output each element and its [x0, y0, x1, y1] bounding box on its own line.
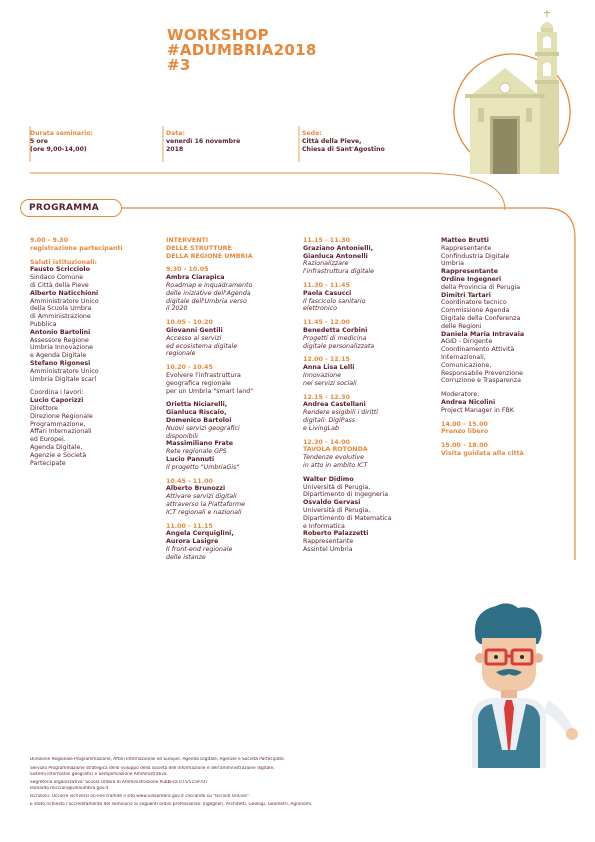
- program-line: Ordine Ingegneri: [441, 275, 502, 283]
- program-line: registrazione partecipanti: [30, 244, 123, 252]
- program-line: Razionalizzare: [303, 260, 349, 268]
- program-line: per un Umbria "smart land": [166, 387, 254, 395]
- program-line: 10.05 - 10.20: [166, 319, 213, 327]
- program-line: Ambra Ciarapica: [166, 274, 225, 282]
- program-line: Affari Internazionali: [30, 428, 92, 436]
- program-line: Rendere esigibili i diritti: [303, 409, 378, 417]
- program-line: Roberto Palazzetti: [303, 530, 369, 538]
- program-line: della Provincia di Perugia: [441, 283, 521, 291]
- program-line: 11.15 - 11.30: [303, 237, 350, 244]
- man-illustration: [458, 600, 583, 770]
- program-line: Assessore Regione: [30, 336, 89, 344]
- program-column-1: [30, 237, 160, 467]
- program-line: DELLE STRUTTURE: [166, 244, 232, 252]
- program-line: l'infrastruttura digitale: [303, 268, 375, 276]
- data-line-1: venerdì 16 novembre: [166, 138, 241, 145]
- program-column-3: [303, 237, 435, 554]
- program-line: Paola Casucci: [303, 289, 352, 297]
- program-line: Umbria Innovazione: [30, 344, 93, 352]
- footer-line: Sistemi informativi geografici e Semplificazione Amministrativa.: [30, 771, 168, 777]
- durata-line-2: (ore 9,00-14,00): [30, 145, 87, 153]
- sede-label: Sede:: [302, 130, 322, 137]
- program-line: Osvaldo Gervasi: [303, 499, 361, 507]
- program-line: Partecipate: [30, 459, 66, 467]
- program-line: Andrea Nicolini: [441, 398, 496, 406]
- program-line: Innovazione: [303, 371, 342, 379]
- program-line: Saluti istituzionali:: [30, 258, 98, 266]
- program-line: 14.00 - 15.00: [441, 420, 488, 428]
- program-line: Università di Perugia,: [303, 506, 371, 514]
- program-line: Dipartimento di Ingegneria: [303, 491, 389, 499]
- program-line: Gianluca Antonelli: [303, 252, 368, 260]
- program-line: Gianluca Riscaio,: [166, 409, 227, 417]
- program-line: elettronico: [303, 305, 337, 313]
- program-line: ed Europei.: [30, 436, 66, 444]
- program-line: Commissione Agenda: [441, 307, 510, 315]
- info-durata: [30, 130, 160, 153]
- program-line: Università di Perugia,: [303, 483, 371, 491]
- programma-heading: PROGRAMMA: [29, 203, 100, 213]
- program-line: Visita guidata alla città: [441, 449, 524, 457]
- program-line: Rete regionale GPS: [166, 448, 227, 456]
- program-line: delle iniziative dell'Agenda: [166, 289, 251, 297]
- program-line: Fausto Scricciolo: [30, 266, 90, 274]
- program-line: Programmazione,: [30, 420, 86, 428]
- program-line: Direzione Regionale: [30, 412, 93, 420]
- program-line: Direttore: [30, 404, 59, 412]
- program-line: delle istanze: [166, 553, 206, 561]
- program-line: Matteo Brutti: [441, 237, 489, 244]
- program-line: Sindaco Comune: [30, 274, 84, 282]
- program-line: Il fascicolo sanitario: [303, 297, 366, 305]
- program-line: Dipartimento di Matematica: [303, 514, 392, 522]
- program-line: Lucio Caporizzi: [30, 397, 84, 405]
- program-line: Digitale della Conferenza: [441, 314, 521, 322]
- footer-line: Iscrizioni: Occorre iscriversi on-line tramite il sito www.villaumbra.gov.it cliccando su "Iscriviti OnLine".: [30, 794, 251, 800]
- program-line: Massimiliano Frate: [166, 440, 233, 448]
- program-line: Coordinatore tecnico: [441, 299, 507, 307]
- program-line: 12.15 - 12.30: [303, 393, 350, 401]
- program-line: Aurora Lasigre: [166, 538, 219, 546]
- program-line: 9.00 - 9.30: [30, 237, 69, 244]
- program-line: Walter Didimo: [303, 475, 354, 483]
- title-line-3: #3: [167, 56, 191, 74]
- program-line: TAVOLA ROTONDA: [303, 446, 368, 454]
- program-line: 11.45 - 12.00: [303, 319, 350, 327]
- program-line: 10.20 - 10.45: [166, 364, 213, 372]
- program-line: Corruzione e Trasparenza: [441, 377, 521, 385]
- church-illustration: [445, 8, 580, 178]
- program-line: e Agenda Digitale: [30, 352, 87, 360]
- program-line: Attivare servizi digitali: [166, 493, 237, 501]
- program-line: Responsabile Prevenzione: [441, 369, 523, 377]
- program-line: di Città della Pieve: [30, 281, 89, 289]
- program-line: Anna Lisa Lelli: [303, 364, 355, 372]
- info-sede: [302, 130, 432, 153]
- program-line: Project Manager in FBK: [441, 406, 514, 414]
- program-line: Pubblica: [30, 320, 57, 328]
- footer-line: È stato richiesto l'accreditamento del seminario ai seguenti ordini professionali: Ingegneri, Architetti, Geologi, Geometri, Agronomi.: [30, 802, 313, 808]
- program-line: Amministratore Unico: [30, 297, 99, 305]
- program-line: Roadmap e inquadramento: [166, 281, 253, 289]
- program-line: 12.00 - 12.15: [303, 356, 350, 364]
- program-line: Evolvere l'infrastruttura: [166, 371, 241, 379]
- program-column-4: [441, 237, 573, 458]
- program-line: Benedetta Corbini: [303, 326, 368, 334]
- program-line: digitale personalizzata: [303, 342, 375, 350]
- program-line: Nuovi servizi geografici: [166, 424, 240, 432]
- program-line: Angela Cerquiglini,: [166, 530, 234, 538]
- program-line: 12.30 - 14.00: [303, 438, 350, 446]
- program-line: Dimitri Tartari: [441, 291, 491, 299]
- program-line: Daniela Maria Intravaia: [441, 330, 525, 338]
- footer-line: Servizio Programmazione strategica dello sviluppo della società dell'informazione e dell'amministrazione digitale,: [30, 766, 275, 772]
- program-line: Coordinamento Attività: [441, 346, 515, 354]
- program-line: Comunicazione,: [441, 361, 492, 369]
- program-line: Giovanni Gentili: [166, 326, 223, 334]
- program-line: AGID - Dirigente: [441, 338, 493, 346]
- title-line-2: #ADUMBRIA2018: [167, 41, 317, 59]
- program-line: 15.00 - 18.00: [441, 442, 488, 450]
- program-line: della Scuola Umbra: [30, 305, 92, 313]
- program-line: nei servizi sociali: [303, 379, 357, 387]
- program-line: Umbria: [441, 260, 464, 268]
- program-line: 9.30 - 10.05: [166, 266, 209, 274]
- program-line: digitale dell'Umbria verso: [166, 297, 247, 305]
- footer-line: Direzione Regionale Programmazione, Affari Internazionali ed Europei. Agenda Digitale, Agenzie e Società Partecipate.: [30, 757, 286, 762]
- program-line: DELLA REGIONE UMBRIA: [166, 252, 253, 260]
- program-line: Umbria Digitale scarl: [30, 375, 97, 383]
- title-line-1: WORKSHOP: [167, 26, 269, 44]
- program-line: Pranzo libero: [441, 428, 489, 436]
- program-line: delle Regioni: [441, 322, 482, 330]
- program-line: il 2020: [166, 305, 188, 313]
- durata-label: Durata seminario:: [30, 130, 93, 137]
- program-line: Agenzie e Società: [30, 451, 87, 459]
- data-label: Data:: [166, 130, 185, 137]
- program-line: e Informatica: [303, 522, 345, 530]
- program-line: Internazionali,: [441, 353, 486, 361]
- program-line: Accesso ai servizi: [166, 334, 222, 342]
- program-column-2: [166, 237, 298, 561]
- program-line: di Amministrazione: [30, 313, 91, 321]
- program-line: Stefano Rigonesi: [30, 359, 91, 367]
- sede-line-2: Chiesa di Sant'Agostino: [302, 145, 385, 153]
- sede-line-1: Città della Pieve,: [302, 138, 362, 145]
- program-line: Alberto Naticchioni: [30, 289, 99, 297]
- program-line: digitali: DigiPass: [303, 416, 356, 424]
- program-line: Antonio Bartolini: [30, 328, 91, 336]
- durata-line-1: 5 ore: [30, 138, 48, 145]
- program-line: 10.45 - 11.00: [166, 477, 213, 485]
- program-line: ed ecosistema digitale: [166, 342, 238, 350]
- program-line: Rappresentante: [441, 268, 499, 276]
- program-line: Lucio Pannuti: [166, 455, 215, 463]
- program-line: Rappresentante: [441, 244, 492, 252]
- program-line: Orietta Niciarelli,: [166, 401, 228, 409]
- program-line: Coordina i lavori:: [30, 389, 84, 397]
- program-line: Tendenze evolutive: [303, 454, 364, 462]
- program-line: Il progetto "UmbriaGis": [166, 463, 240, 471]
- program-line: Il front-end regionale: [166, 545, 233, 553]
- program-line: INTERVENTI: [166, 237, 209, 244]
- info-data: [166, 130, 296, 153]
- program-line: ICT regionali e nazionali: [166, 508, 242, 516]
- program-line: 11.00 - 11.15: [166, 522, 213, 530]
- program-line: Alberto Brunozzi: [166, 485, 226, 493]
- program-line: Confindustria Digitale: [441, 252, 510, 260]
- data-line-2: 2018: [166, 145, 184, 153]
- program-line: Domenico Bartoloi: [166, 416, 232, 424]
- program-line: Progetti di medicina: [303, 334, 367, 342]
- program-line: Graziano Antonielli,: [303, 244, 374, 252]
- program-line: 11.30 - 11.45: [303, 281, 350, 289]
- program-line: attraverso la Piattaforme: [166, 500, 246, 508]
- program-line: Moderatore:: [441, 391, 480, 399]
- program-line: Agenda Digitale,: [30, 443, 83, 451]
- footer-text: [30, 757, 450, 808]
- program-line: Amministratore Unico: [30, 367, 99, 375]
- program-line: Rappresentante: [303, 538, 354, 546]
- program-line: disponibili: [166, 432, 198, 440]
- program-line: Assintel Umbria: [303, 545, 353, 553]
- program-line: geografica regionale: [166, 379, 231, 387]
- footer-line: leonardo.micciani@villaumbra.gov.it: [30, 785, 109, 791]
- program-line: Andrea Castellani: [303, 401, 366, 409]
- footer-line: Segreteria organizzativa: Scuola Umbra di Amministrazione Pubblica 075/5159707: [30, 780, 208, 786]
- program-line: e LivingLab: [303, 424, 339, 432]
- program-line: regionale: [166, 350, 196, 358]
- program-line: in atto in ambito ICT: [303, 461, 368, 469]
